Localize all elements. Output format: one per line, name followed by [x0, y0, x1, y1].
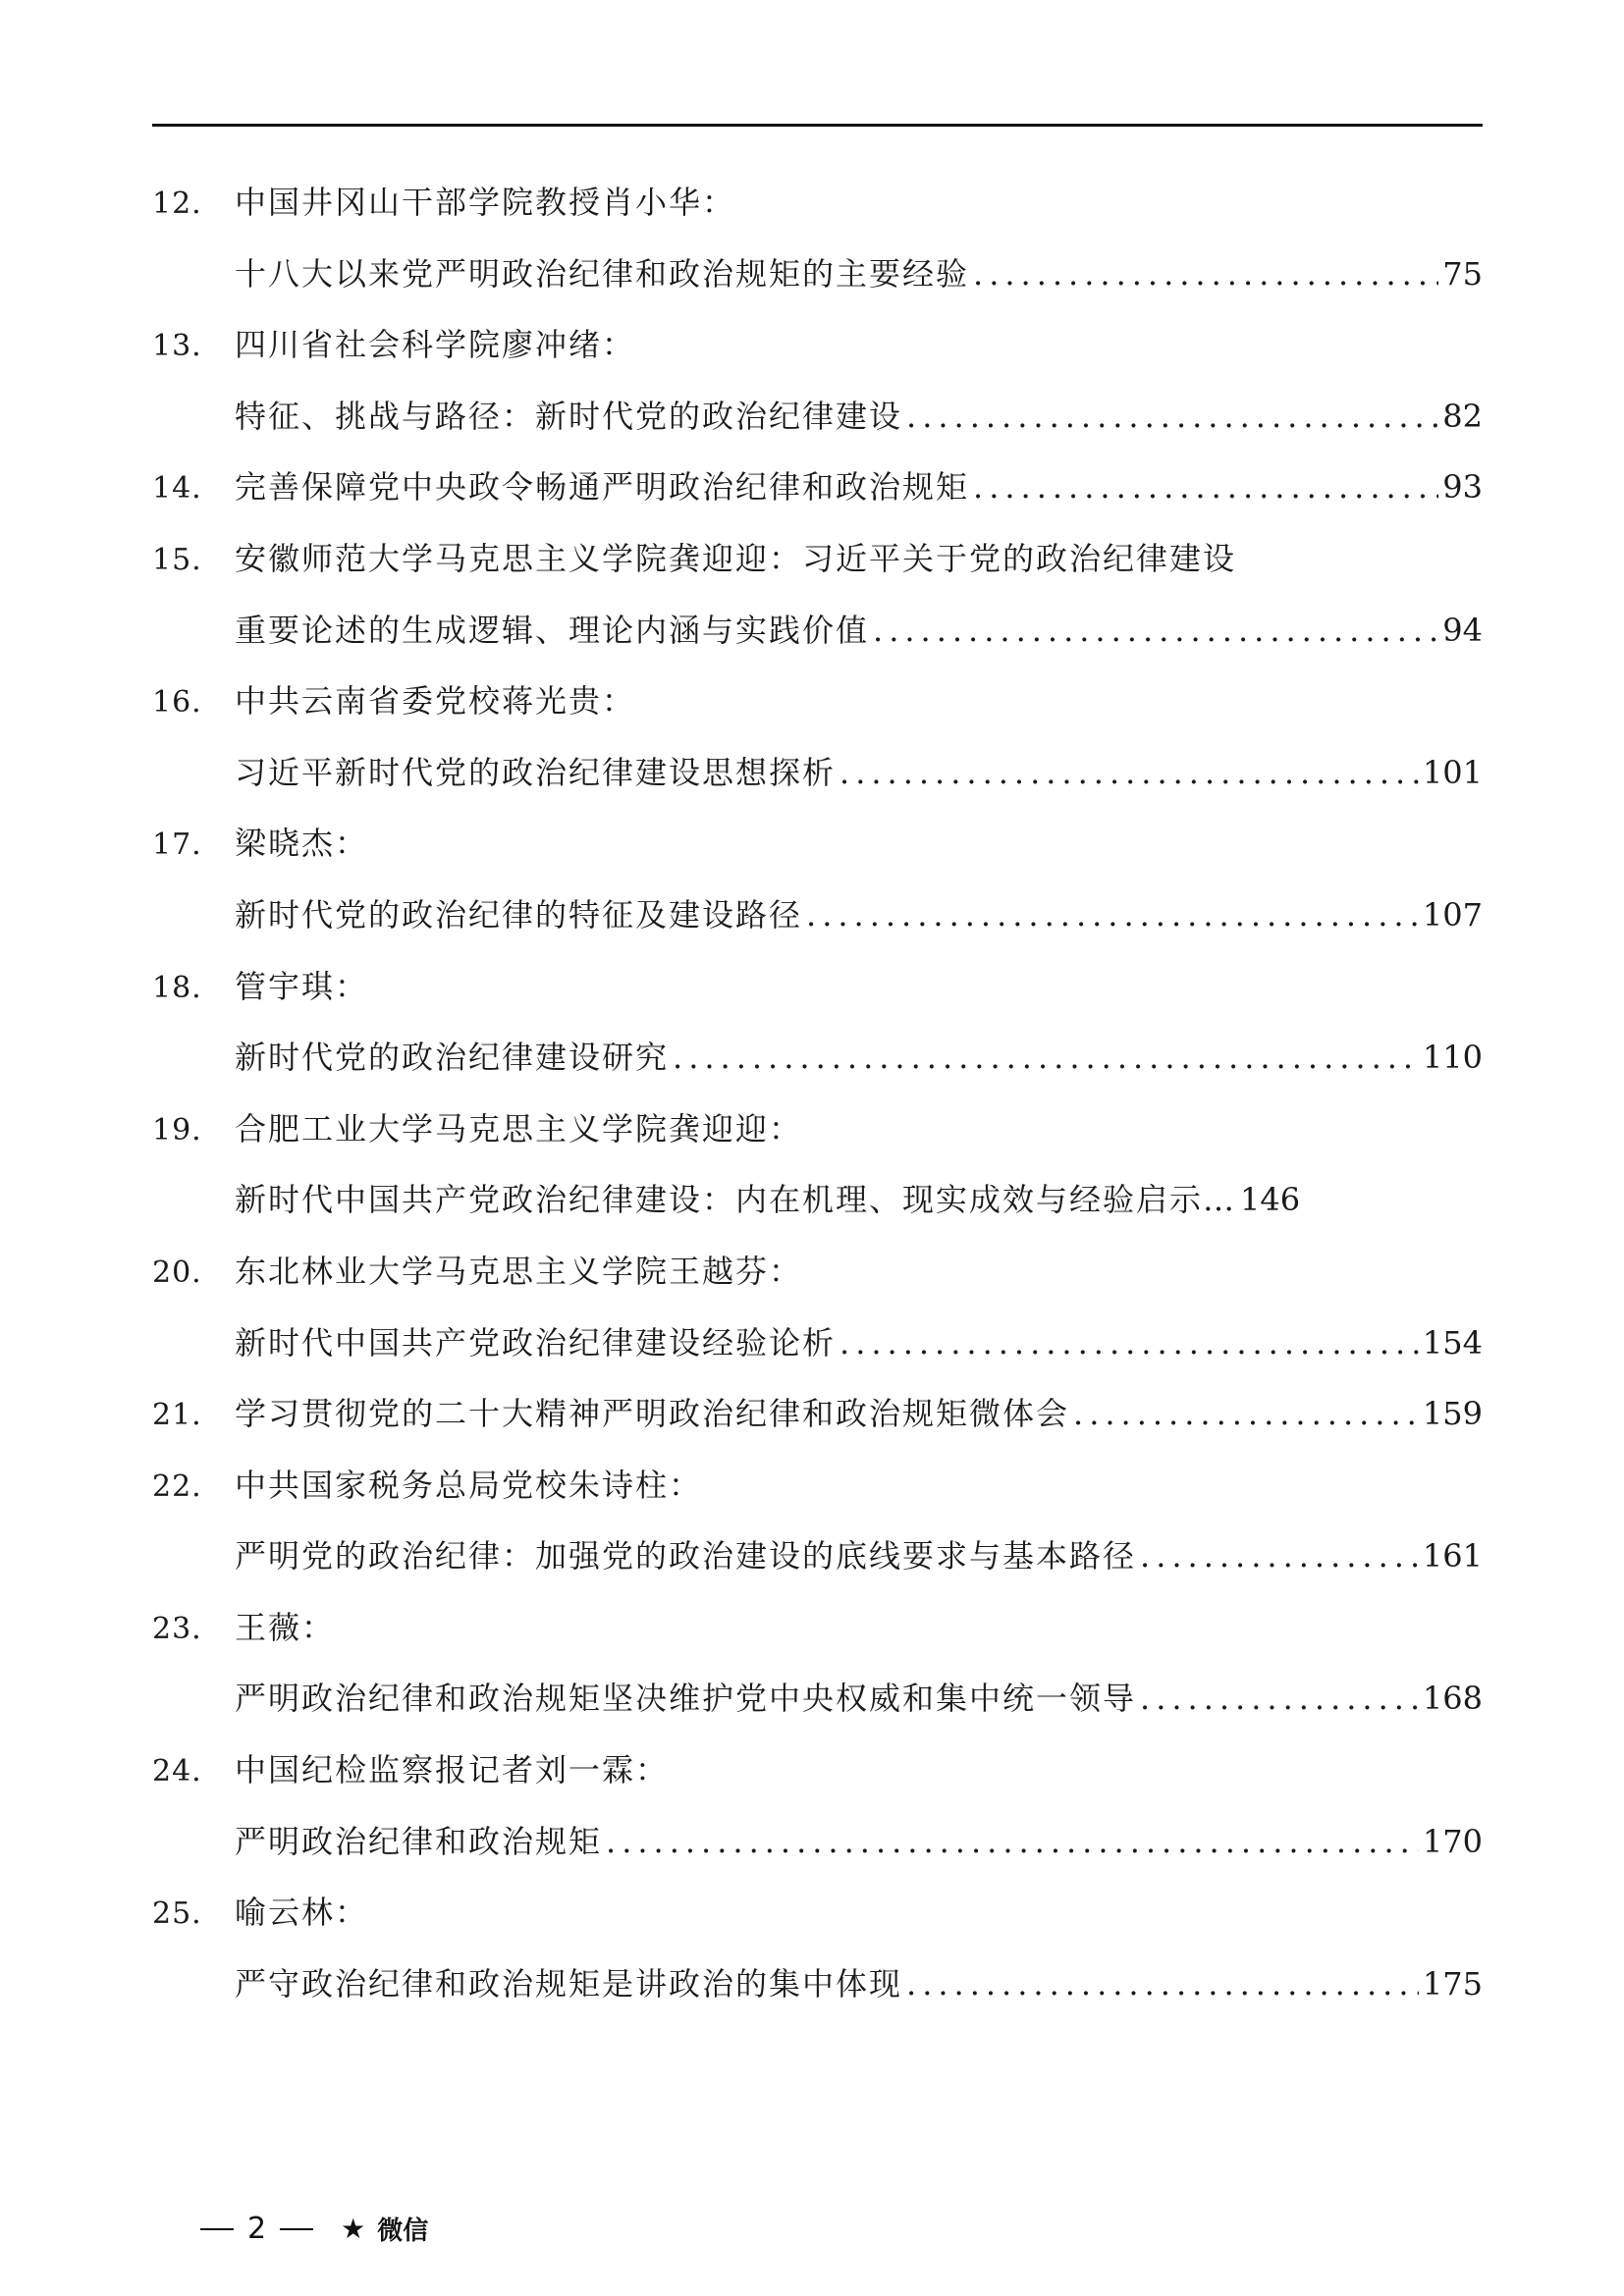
toc-entry-title-line[interactable] [152, 1521, 1483, 1592]
page-footer [187, 2211, 428, 2247]
toc-entry-number: 16. [152, 685, 202, 721]
toc-entry-heading [152, 666, 1483, 737]
toc-entry-number: 14. [152, 471, 202, 507]
toc-entry-number: 22. [152, 1468, 202, 1504]
toc-entry-author: 四川省社会科学院廖冲绪： [235, 326, 636, 364]
toc-entry-title-line[interactable] [152, 1806, 1483, 1878]
toc-entry-number: 23. [152, 1611, 202, 1646]
toc-page-number: 75 [1442, 254, 1483, 293]
toc-entry-number: 18. [152, 970, 202, 1005]
toc-entry-author: 中国纪检监察报记者刘一霖： [235, 1751, 670, 1789]
toc-leader-dots [1136, 1663, 1419, 1735]
toc-entry-author: 中国井冈山干部学院教授肖小华： [235, 184, 736, 221]
toc-page-number: 146 [1240, 1181, 1301, 1219]
toc-entry-title-line[interactable] [152, 1164, 1483, 1236]
toc-entry-title[interactable]: 严明政治纪律和政治规矩 [235, 1822, 603, 1860]
toc-entry-heading [152, 951, 1483, 1023]
toc-page-number: 82 [1442, 397, 1483, 435]
toc-leader-dots [669, 1022, 1419, 1094]
toc-leader-dots [802, 880, 1419, 951]
toc-page-number: 110 [1422, 1039, 1483, 1077]
toc-leader-dots [969, 452, 1438, 523]
toc-entry-author: 中共云南省委党校蒋光贵： [235, 682, 636, 721]
toc-page-number: 154 [1422, 1323, 1483, 1362]
toc-leader-dots [836, 1308, 1419, 1379]
toc-entry-heading [152, 1450, 1483, 1522]
table-of-contents [152, 167, 1483, 2019]
toc-entry-title-line[interactable] [152, 1663, 1483, 1735]
toc-entry-title[interactable]: 重要论述的生成逻辑、理论内涵与实践价值 [235, 611, 870, 649]
toc-page-number: 161 [1422, 1537, 1483, 1575]
toc-entry-number: 25. [152, 1896, 202, 1932]
toc-entry-number: 15. [152, 542, 202, 577]
toc-leader-dots [1069, 1378, 1419, 1450]
toc-entry-title[interactable]: 特征、挑战与路径：新时代党的政治纪律建设 [235, 397, 903, 435]
toc-entry-heading [152, 523, 1483, 595]
toc-entry-title-line[interactable] [152, 381, 1483, 453]
footer-page-number: 2 [247, 2212, 267, 2246]
toc-entry-heading [152, 1236, 1483, 1308]
toc-entry-heading [152, 167, 1483, 239]
toc-entry-author: 喻云林： [235, 1894, 369, 1932]
toc-entry-heading [152, 1592, 1483, 1664]
toc-entry-author: 王薇： [235, 1608, 336, 1646]
toc-leader-dots [902, 1949, 1419, 2020]
toc-entry-title[interactable]: 严明政治纪律和政治规矩坚决维护党中央权威和集中统一领导 [235, 1680, 1137, 1718]
toc-leader-dots [602, 1806, 1419, 1878]
toc-entry-title[interactable]: 严明党的政治纪律：加强党的政治建设的底线要求与基本路径 [235, 1537, 1137, 1575]
toc-entry-title-line[interactable] [152, 737, 1483, 809]
toc-entry-heading [152, 1094, 1483, 1165]
toc-leader-dots [869, 595, 1438, 667]
toc-leader-dots [969, 239, 1438, 310]
footer-brand: 微信 [377, 2216, 429, 2246]
toc-entry-number: 12. [152, 187, 202, 221]
toc-leader-dots [836, 737, 1419, 809]
toc-entry-number: 20. [152, 1255, 202, 1290]
toc-entry-number: 21. [152, 1398, 202, 1433]
toc-entry-title[interactable]: 学习贯彻党的二十大精神严明政治纪律和政治规矩微体会 [235, 1395, 1070, 1433]
toc-entry-title-line[interactable] [152, 239, 1483, 310]
toc-entry-heading [152, 309, 1483, 381]
toc-entry-title[interactable]: 新时代中国共产党政治纪律建设：内在机理、现实成效与经验启示… [235, 1181, 1237, 1219]
toc-entry-title-line[interactable] [152, 1378, 1483, 1450]
toc-entry-number: 13. [152, 329, 202, 364]
toc-entry-title-line[interactable] [152, 1949, 1483, 2020]
footer-dash-left [200, 2228, 234, 2230]
toc-entry-author: 安徽师范大学马克思主义学院龚迎迎：习近平关于党的政治纪律建设 [235, 539, 1237, 577]
star-icon: ★ [341, 2213, 366, 2245]
toc-leader-dots [1136, 1521, 1419, 1592]
toc-page-number: 159 [1422, 1395, 1483, 1433]
toc-entry-author: 东北林业大学马克思主义学院王越芬： [235, 1252, 803, 1290]
toc-page-number: 101 [1422, 753, 1483, 791]
toc-entry-title[interactable]: 新时代党的政治纪律的特征及建设路径 [235, 895, 803, 934]
toc-page-number: 175 [1422, 1964, 1483, 2002]
toc-entry-number: 19. [152, 1112, 202, 1148]
toc-entry-author: 中共国家税务总局党校朱诗柱： [235, 1466, 703, 1504]
toc-entry-number: 24. [152, 1754, 202, 1789]
toc-entry-title[interactable]: 完善保障党中央政令畅通严明政治纪律和政治规矩 [235, 468, 970, 507]
header-rule [152, 124, 1483, 127]
toc-entry-number: 17. [152, 828, 202, 863]
toc-page-number: 168 [1422, 1680, 1483, 1718]
toc-entry-author: 梁晓杰： [235, 825, 369, 863]
toc-page-number: 107 [1422, 895, 1483, 934]
toc-entry-author: 管宇琪： [235, 967, 369, 1005]
toc-page-number: 93 [1442, 468, 1483, 507]
toc-entry-title-line[interactable] [152, 452, 1483, 523]
toc-entry-title-line[interactable] [152, 595, 1483, 667]
toc-entry-heading [152, 1877, 1483, 1949]
toc-entry-title[interactable]: 严守政治纪律和政治规矩是讲政治的集中体现 [235, 1964, 903, 2002]
toc-entry-title[interactable]: 习近平新时代党的政治纪律建设思想探析 [235, 753, 837, 791]
toc-entry-title[interactable]: 新时代中国共产党政治纪律建设经验论析 [235, 1323, 837, 1362]
toc-entry-heading [152, 808, 1483, 880]
toc-page-number: 170 [1422, 1822, 1483, 1860]
toc-entry-author: 合肥工业大学马克思主义学院龚迎迎： [235, 1109, 803, 1148]
toc-entry-title-line[interactable] [152, 1308, 1483, 1379]
toc-entry-heading [152, 1735, 1483, 1806]
toc-entry-title[interactable]: 十八大以来党严明政治纪律和政治规矩的主要经验 [235, 254, 970, 293]
toc-entry-title-line[interactable] [152, 880, 1483, 951]
toc-entry-title[interactable]: 新时代党的政治纪律建设研究 [235, 1039, 670, 1077]
footer-dash-right [280, 2228, 313, 2230]
toc-page-number: 94 [1442, 611, 1483, 649]
toc-leader-dots [902, 381, 1438, 453]
toc-entry-title-line[interactable] [152, 1022, 1483, 1094]
